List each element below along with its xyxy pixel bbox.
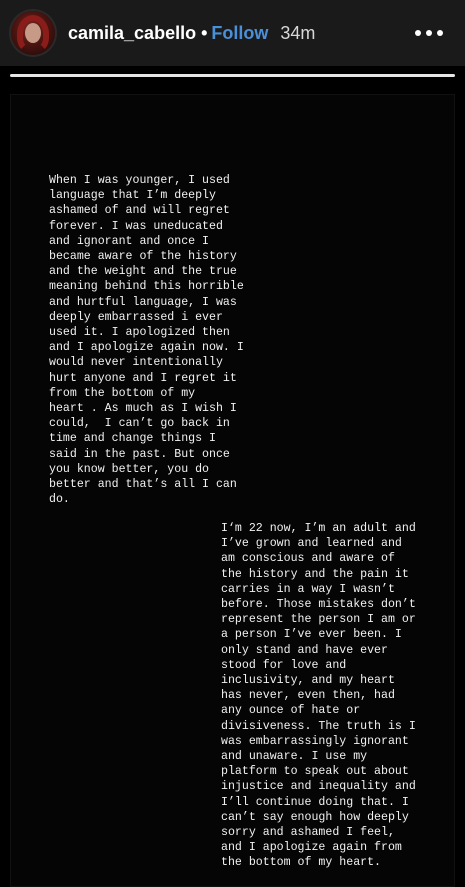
follow-button[interactable]: Follow	[211, 22, 269, 43]
avatar-face	[25, 23, 41, 43]
more-options-icon[interactable]	[415, 29, 443, 37]
profile-avatar[interactable]	[11, 11, 55, 55]
username-row	[68, 20, 315, 46]
more-dot	[437, 30, 443, 36]
story-text-paragraph-1: When I was younger, I used language that I’m deeply ashamed of and will regret forever. I was uneducated and ignorant and once I became aware of the history and the weight and the true meaning behind this horrible and hurtful language, I was deeply embarrassed i ever used it. I apologized then and I apologize again now. I would never intentionally hurt anyone and I regret it from the bottom of my heart . As much as I wish I could, I can’t go back in time and change things I said in the past. But once you know better, you do better and that’s all I can do.	[49, 174, 244, 507]
more-dot	[415, 30, 421, 36]
story-progress-bar	[10, 74, 455, 77]
username-link[interactable]: camila_cabello	[68, 22, 197, 43]
timestamp: 34m	[280, 22, 316, 43]
story-content[interactable]	[10, 94, 455, 887]
story-header	[0, 0, 465, 66]
more-dot	[426, 30, 432, 36]
story-text-paragraph-2: I‘m 22 now, I’m an adult and I’ve grown and learned and am conscious and aware of the history and the pain it carries in a way I wasn’t before. Those mistakes don’t represent the person I am or a person I’ve ever been. I only stand and have ever stood for love and inclusivity, and my heart has never, even then, had any ounce of hate or divisiveness. The truth is I was embarrassingly ignorant and unaware. I use my platform to speak out about injustice and inequality and I’ll continue doing that. I can’t say enough how deeply sorry and ashamed I feel, and I apologize again from the bottom of my heart.	[221, 522, 416, 870]
separator-dot: •	[201, 22, 208, 43]
